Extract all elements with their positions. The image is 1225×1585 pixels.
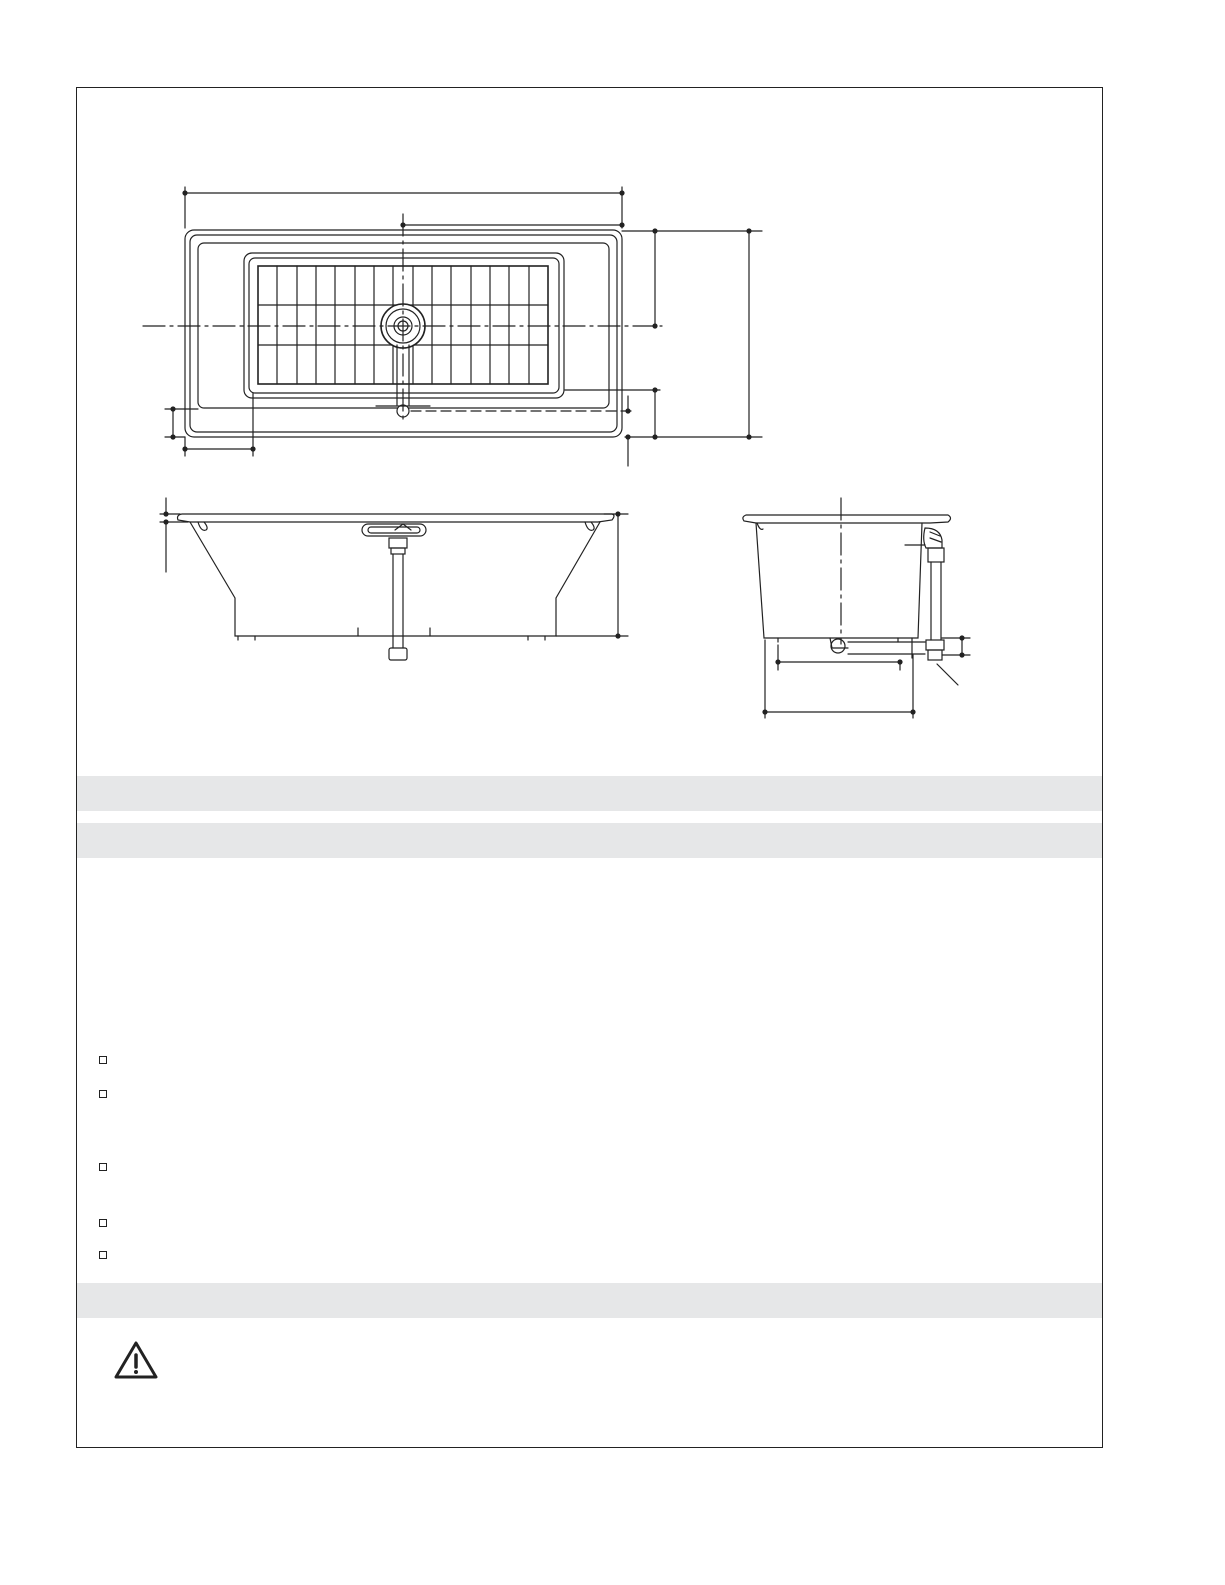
checkbox-icon[interactable] xyxy=(99,1090,107,1098)
plan-view xyxy=(143,187,762,466)
warning-triangle-icon xyxy=(113,1340,159,1380)
section-band-2 xyxy=(77,823,1102,858)
end-elevation xyxy=(743,498,970,718)
section-band-3 xyxy=(77,1283,1102,1318)
checkbox-icon[interactable] xyxy=(99,1219,107,1227)
section-band-1 xyxy=(77,776,1102,811)
side-elevation xyxy=(160,498,628,660)
checkbox-icon[interactable] xyxy=(99,1056,107,1064)
checkbox-icon[interactable] xyxy=(99,1163,107,1171)
checkbox-icon[interactable] xyxy=(99,1251,107,1259)
